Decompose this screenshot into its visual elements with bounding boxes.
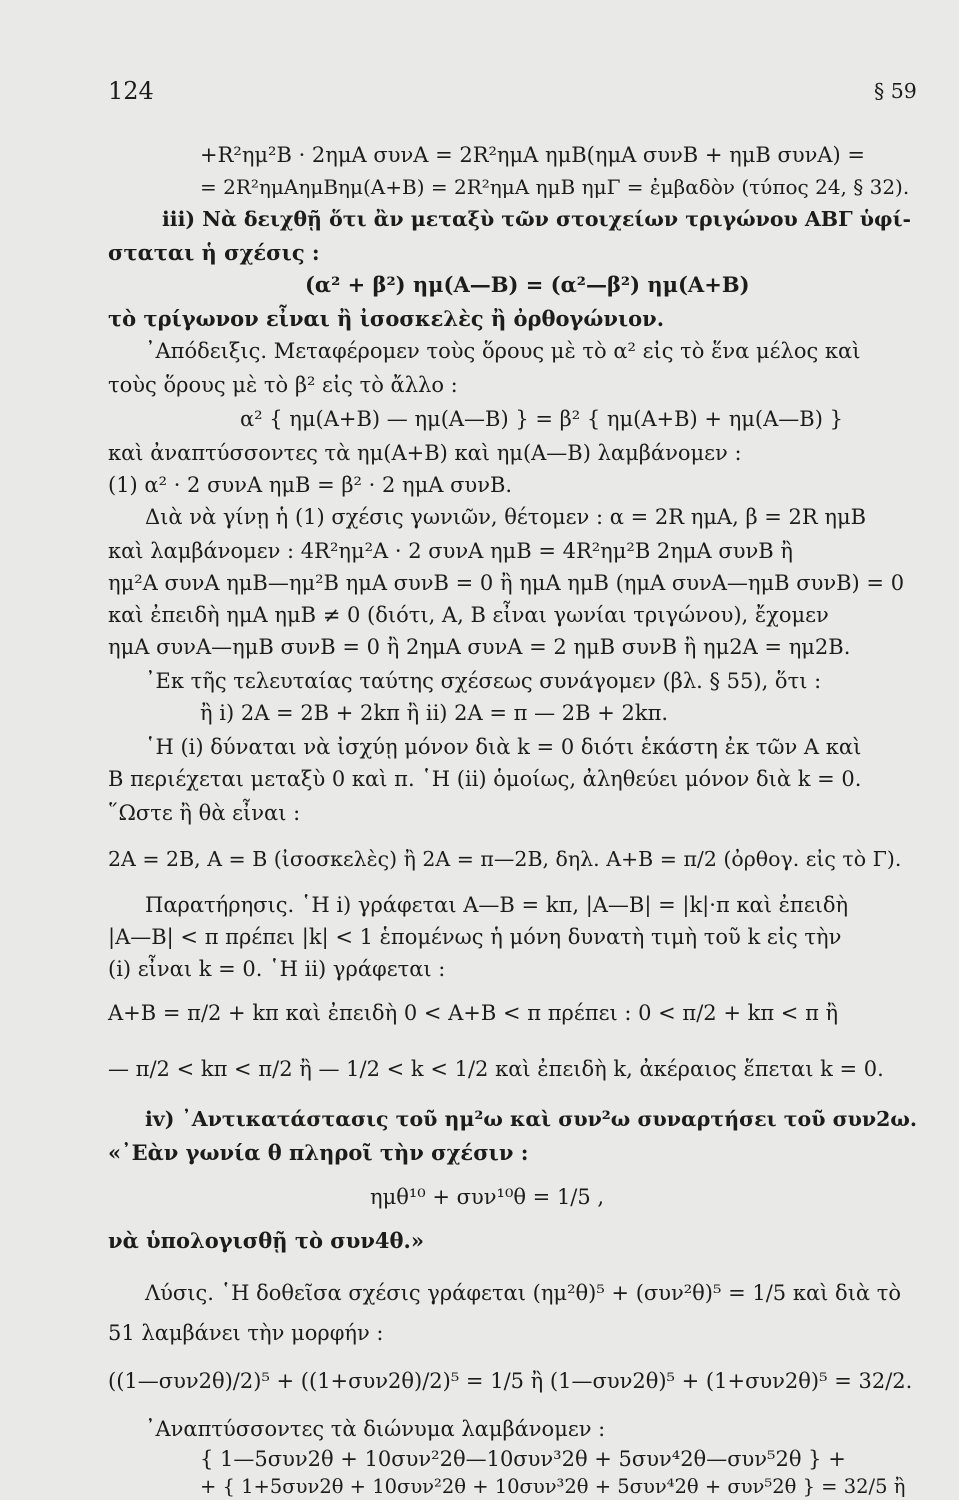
equation: + { 1+5συν2θ + 10συν²2θ + 10συν³2θ + 5συν⁴2θ + συν⁵2θ } = 32/5 ἢ	[200, 1475, 906, 1498]
section-label: § 59	[874, 79, 917, 103]
text-line: Διὰ νὰ γίνῃ ἡ (1) σχέσις γωνιῶν, θέτομεν : α = 2R ημA, β = 2R ημB	[145, 505, 867, 529]
text-line: iii) Νὰ δειχθῇ ὅτι ἂν μεταξὺ τῶν στοιχείων τριγώνου ΑΒΓ ὑφί-	[162, 207, 912, 231]
equation: ημθ¹⁰ + συν¹⁰θ = 1/5 ,	[370, 1185, 605, 1209]
text-line: ημ²A συνA ημB—ημ²B ημA συνB = 0 ἢ ημA ημB (ημA συνA—ημB συνB) = 0	[108, 571, 905, 595]
text-line: νὰ ὑπολογισθῇ τὸ συν4θ.»	[108, 1228, 424, 1253]
text-line: iv) ᾿Αντικατάστασις τοῦ ημ²ω καὶ συν²ω συναρτήσει τοῦ συν2ω.	[145, 1107, 918, 1131]
text-line: Λύσις. ῾Η δοθεῖσα σχέσις γράφεται (ημ²θ)⁵ + (συν²θ)⁵ = 1/5 καὶ διὰ τὸ	[145, 1281, 902, 1305]
page-number: 124	[108, 77, 154, 105]
text-line: +R²ημ²B · 2ημA συνA = 2R²ημA ημB(ημA συνB + ημB συνA) =	[200, 143, 866, 167]
text-line: τὸ τρίγωνον εἶναι ἢ ἰσοσκελὲς ἢ ὀρθογώνιον.	[108, 306, 665, 331]
equation: 2A = 2B, A = B (ἰσοσκελὲς) ἢ 2A = π—2B, δηλ. A+B = π/2 (ὀρθογ. εἰς τὸ Γ).	[108, 847, 902, 871]
equation: A+B = π/2 + kπ καὶ ἐπειδὴ 0 < A+B < π πρέπει : 0 < π/2 + kπ < π ἢ	[108, 1001, 839, 1025]
text-line: ῞Ωστε ἢ θὰ εἶναι :	[108, 801, 301, 825]
equation: α² { ημ(A+B) — ημ(A—B) } = β² { ημ(A+B) + ημ(A—B) }	[240, 407, 843, 431]
equation: (1) α² · 2 συνA ημB = β² · 2 ημA συνB.	[108, 473, 513, 497]
text-line: ᾿Αναπτύσσοντες τὰ διώνυμα λαμβάνομεν :	[145, 1417, 606, 1441]
text-line: καὶ λαμβάνομεν : 4R²ημ²A · 2 συνA ημB = 4R²ημ²B 2ημA συνB ἢ	[108, 539, 793, 563]
text-line: καὶ ἐπειδὴ ημA ημB ≠ 0 (διότι, A, B εἶναι γωνίαι τριγώνου), ἔχομεν	[108, 603, 829, 627]
text-line: ᾿Απόδειξις. Μεταφέρομεν τοὺς ὅρους μὲ τὸ α² εἰς τὸ ἕνα μέλος καὶ	[145, 339, 861, 363]
equation: (α² + β²) ημ(A—B) = (α²—β²) ημ(A+B)	[305, 272, 750, 297]
text-line: σταται ἡ σχέσις :	[108, 240, 320, 265]
text-line: Παρατήρησις. ῾Η i) γράφεται A—B = kπ, |A—B| = |k|·π καὶ ἐπειδὴ	[145, 893, 849, 917]
equation: ἢ i) 2A = 2B + 2kπ ἢ ii) 2A = π — 2B + 2kπ.	[200, 701, 669, 725]
text-line: B περιέχεται μεταξὺ 0 καὶ π. ῾Η (ii) ὁμοίως, ἀληθεύει μόνον διὰ k = 0.	[108, 767, 862, 791]
text-line: (i) εἶναι k = 0. ῾Η ii) γράφεται :	[108, 957, 446, 981]
text-line: τοὺς ὅρους μὲ τὸ β² εἰς τὸ ἄλλο :	[108, 373, 458, 397]
equation: — π/2 < kπ < π/2 ἢ — 1/2 < k < 1/2 καὶ ἐπειδὴ k, ἀκέραιος ἕπεται k = 0.	[108, 1057, 884, 1081]
text-line: 51 λαμβάνει τὴν μορφήν :	[108, 1321, 384, 1345]
equation: { 1—5συν2θ + 10συν²2θ—10συν³2θ + 5συν⁴2θ—συν⁵2θ } +	[200, 1447, 846, 1471]
text-line: καὶ ἀναπτύσσοντες τὰ ημ(A+B) καὶ ημ(A—B) λαμβάνομεν :	[108, 441, 742, 465]
text-line: «᾿Εὰν γωνία θ πληροῖ τὴν σχέσιν :	[108, 1140, 529, 1165]
equation: ((1—συν2θ)/2)⁵ + ((1+συν2θ)/2)⁵ = 1/5 ἢ (1—συν2θ)⁵ + (1+συν2θ)⁵ = 32/2.	[108, 1369, 913, 1393]
text-line: = 2R²ημAημBημ(A+B) = 2R²ημA ημB ημΓ = ἐμβαδὸν (τύπος 24, § 32).	[200, 175, 910, 199]
text-line: ᾿Εκ τῆς τελευταίας ταύτης σχέσεως συνάγομεν (βλ. § 55), ὅτι :	[145, 669, 822, 693]
text-line: ῾Η (i) δύναται νὰ ἰσχύῃ μόνον διὰ k = 0 διότι ἑκάστη ἐκ τῶν A καὶ	[145, 735, 862, 759]
text-line: |A—B| < π πρέπει |k| < 1 ἑπομένως ἡ μόνη δυνατὴ τιμὴ τοῦ k εἰς τὴν	[108, 925, 842, 949]
text-line: ημA συνA—ημB συνB = 0 ἢ 2ημA συνA = 2 ημB συνB ἢ ημ2A = ημ2B.	[108, 635, 851, 659]
